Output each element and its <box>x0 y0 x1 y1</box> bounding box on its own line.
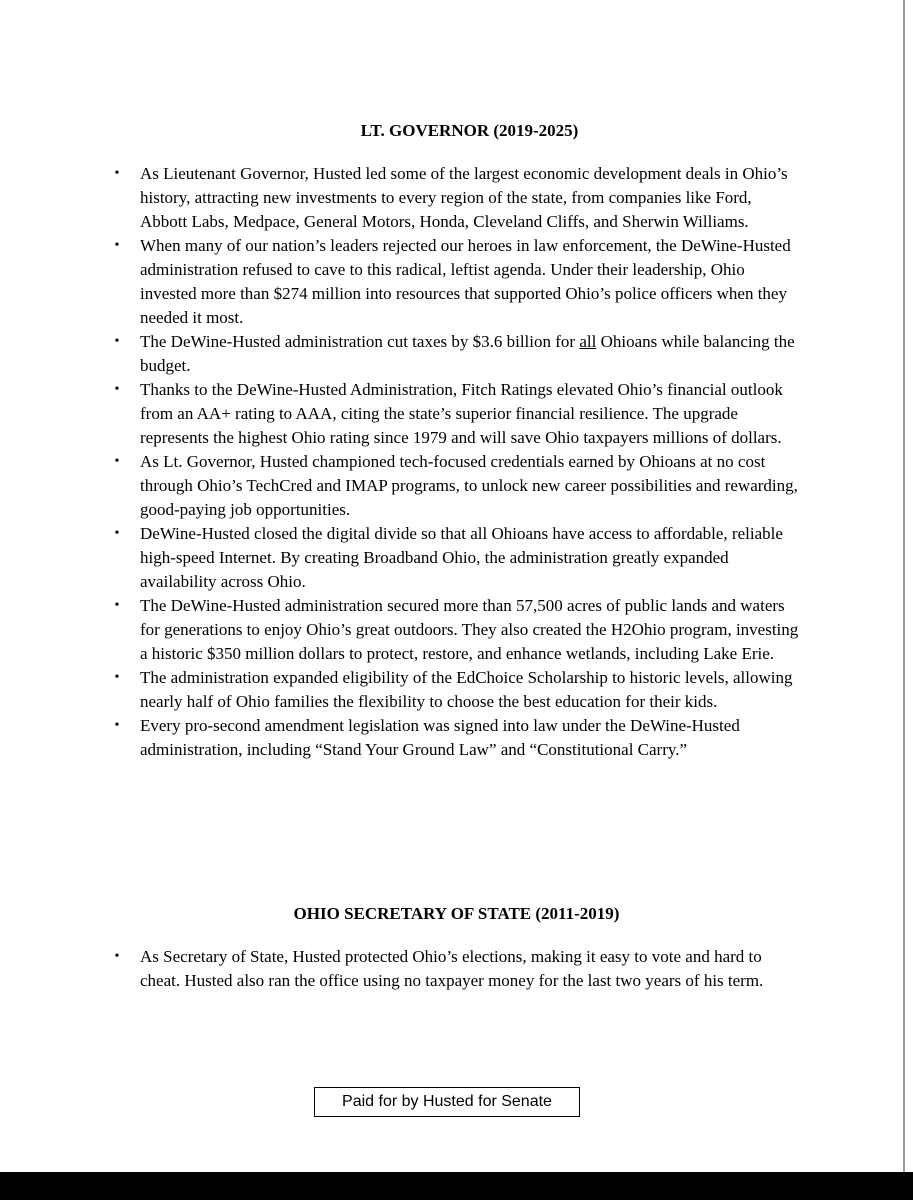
list-item <box>110 378 800 450</box>
bullet-text: The DeWine-Husted administration secured more than 57,500 acres of public lands and waters for generations to enjoy Ohio’s great outdoors. They also created the H2Ohio program, investing a historic $350 million dollars to protect, restore, and enhance wetlands, including Lake Erie. <box>140 596 799 663</box>
bullet-icon: • <box>114 670 120 685</box>
bullet-text: As Lieutenant Governor, Husted led some of the largest economic development deals in Ohio’s history, attracting new investments to every region of the state, from companies like Ford, Abbott Labs, Medpace, General Motors, Honda, Cleveland Cliffs, and Sherwin Williams. <box>140 164 788 231</box>
bullet-icon: • <box>114 334 120 349</box>
bullet-list-lt-governor <box>110 162 800 762</box>
list-item <box>110 594 800 666</box>
bullet-list-secretary-of-state <box>110 945 800 993</box>
bullet-text: As Lt. Governor, Husted championed tech-focused credentials earned by Ohioans at no cost through Ohio’s TechCred and IMAP programs, to unlock new career possibilities and rewarding, good-paying job opportunities. <box>140 452 798 519</box>
bottom-black-bar <box>0 1172 913 1200</box>
bullet-text: As Secretary of State, Husted protected Ohio’s elections, making it easy to vote and hard to cheat. Husted also ran the office using no taxpayer money for the last two years of his term. <box>140 947 764 990</box>
bullet-text: DeWine-Husted closed the digital divide so that all Ohioans have access to affordable, reliable high-speed Internet. By creating Broadband Ohio, the administration greatly expanded availability across Ohio. <box>140 524 783 591</box>
bullet-icon: • <box>114 166 120 181</box>
section-heading-secretary-of-state: OHIO SECRETARY OF STATE (2011-2019) <box>293 904 620 923</box>
section-heading-lt-governor: LT. GOVERNOR (2019-2025) <box>360 121 579 140</box>
bullet-icon: • <box>114 526 120 541</box>
list-item <box>110 450 800 522</box>
bullet-text <box>140 330 800 378</box>
bullet-text-part: The DeWine-Husted administration cut taxes by $3.6 billion for <box>140 332 580 351</box>
paid-for-disclaimer: Paid for by Husted for Senate <box>314 1087 580 1117</box>
bullet-text-part: Ohioans while balancing the budget. <box>140 332 795 375</box>
bullet-icon: • <box>114 598 120 613</box>
bullet-icon: • <box>114 454 120 469</box>
bullet-icon: • <box>114 949 120 964</box>
bullet-icon: • <box>114 382 120 397</box>
list-item <box>110 162 800 234</box>
list-item <box>110 714 800 762</box>
bullet-icon: • <box>114 238 120 253</box>
bullet-text: Every pro-second amendment legislation was signed into law under the DeWine-Husted administration, including “Stand Your Ground Law” and “Constitutional Carry.” <box>140 716 740 759</box>
page-edge-divider <box>903 0 905 1172</box>
list-item <box>110 330 800 378</box>
list-item <box>110 522 800 594</box>
bullet-text: The administration expanded eligibility of the EdChoice Scholarship to historic levels, allowing nearly half of Ohio families the flexibility to choose the best education for their kids. <box>140 668 793 711</box>
bullet-text: When many of our nation’s leaders rejected our heroes in law enforcement, the DeWine-Husted administration refused to cave to this radical, leftist agenda. Under their leadership, Ohio invested more than $274 million into resources that supported Ohio’s police officers when they needed it most. <box>140 236 791 327</box>
list-item <box>110 234 800 330</box>
underlined-word: all <box>579 332 597 351</box>
bullet-icon: • <box>114 718 120 733</box>
list-item <box>110 666 800 714</box>
list-item <box>110 945 800 993</box>
bullet-text: Thanks to the DeWine-Husted Administration, Fitch Ratings elevated Ohio’s financial outlook from an AA+ rating to AAA, citing the state’s superior financial resilience. The upgrade represents the highest Ohio rating since 1979 and will save Ohio taxpayers millions of dollars. <box>140 380 783 447</box>
